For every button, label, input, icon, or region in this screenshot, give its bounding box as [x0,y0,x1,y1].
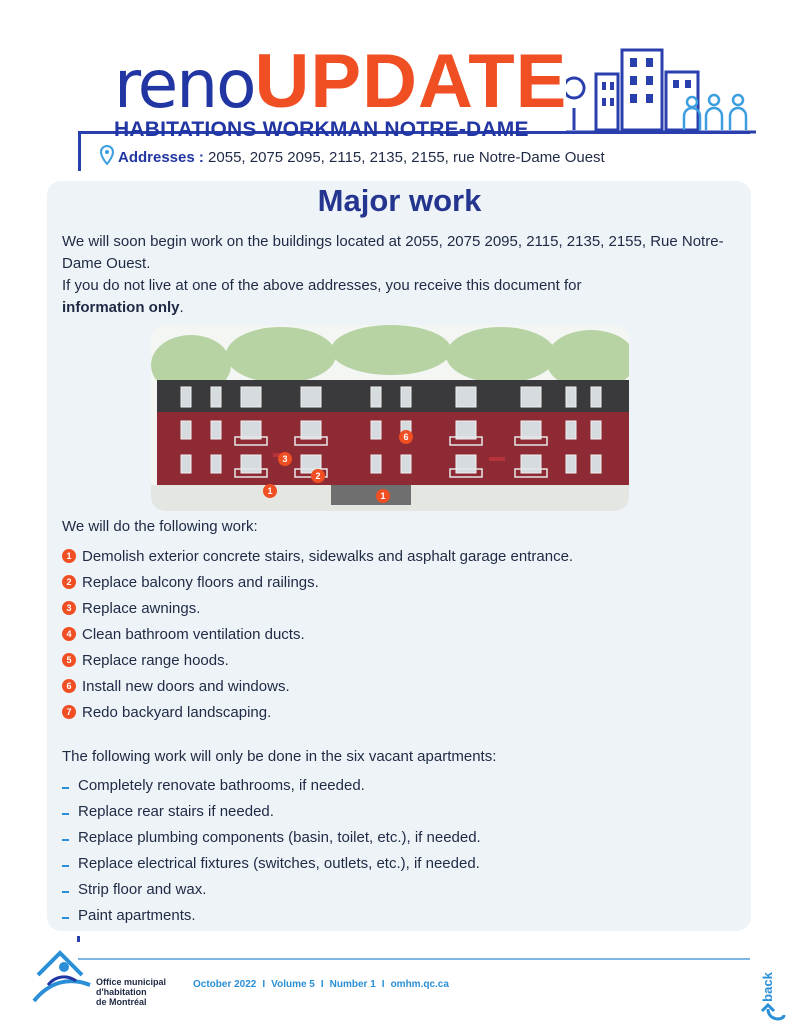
number-badge: 5 [62,653,76,667]
list-item-text: Replace balcony floors and railings. [82,573,319,591]
omhm-logo-icon [30,945,94,1007]
intro-bold: information only [62,299,180,316]
list-item [62,673,752,699]
addresses-line [100,145,605,166]
renoupdate-logo [114,38,568,124]
list-item-text: Paint apartments. [78,906,196,924]
issue-volume: Volume 5 [271,979,315,990]
number-badge: 2 [62,575,76,589]
dash-bullet-icon [62,813,69,815]
dash-bullet-icon [62,917,69,919]
org-line-1: Office municipal [96,977,167,987]
list-item-text: Replace electrical fixtures (switches, outlets, etc.), if needed. [78,854,480,872]
intro-end: . [179,299,184,316]
list-item-text: Replace range hoods. [82,651,229,669]
back-button[interactable]: back [760,972,775,1002]
issue-number: Number 1 [329,979,376,990]
marker-1b: 1 [380,491,386,501]
list-item [62,569,752,595]
addresses-label: Addresses : [118,149,204,166]
vacant-list [62,772,752,928]
brand-main: UPDATE [254,39,568,124]
building-rendering [151,325,629,511]
addresses-value: 2055, 2075 2095, 2115, 2135, 2155, rue Notre-Dame Ouest [208,149,605,166]
list-item-text: Install new doors and windows. [82,677,290,695]
location-pin-icon [100,145,114,165]
separator: I [381,979,385,990]
list-item [62,647,752,673]
marker-6: 6 [403,432,409,442]
header-rule-vertical [78,131,81,171]
city-buildings-icon [566,46,756,138]
dash-bullet-icon [62,865,69,867]
number-badge: 4 [62,627,76,641]
list-item [62,850,752,876]
work-intro: We will do the following work: [62,518,258,535]
list-item [62,621,752,647]
org-line-3: de Montréal [96,997,147,1007]
dash-bullet-icon [62,839,69,841]
page-heading: Major work [317,183,482,218]
footer-rule [78,958,750,960]
number-badge: 3 [62,601,76,615]
brand-prefix: reno [114,46,255,123]
issue-date: October 2022 [193,979,257,990]
intro-paragraph [62,231,742,319]
list-item [62,595,752,621]
list-item-text: Replace rear stairs if needed. [78,802,274,820]
list-item [62,824,752,850]
intro-line-1: We will soon begin work on the buildings located at 2055, 2075 2095, 2115, 2135, 2155, Rue Notre-Dame Ouest. [62,233,724,272]
list-item [62,876,752,902]
dash-bullet-icon [62,891,69,893]
org-name [96,977,166,1007]
dash-bullet-icon [62,787,69,789]
number-badge: 1 [62,549,76,563]
list-item [62,902,752,928]
list-item [62,699,752,725]
list-item-text: Clean bathroom ventilation ducts. [82,625,305,643]
number-badge: 7 [62,705,76,719]
marker-3: 3 [282,454,288,464]
list-item [62,798,752,824]
list-item-text: Replace plumbing components (basin, toilet, etc.), if needed. [78,828,481,846]
footer-accent [77,936,80,942]
separator: I [320,979,324,990]
intro-line-2: If you do not live at one of the above addresses, you receive this document for [62,277,582,294]
work-list [62,543,752,725]
project-title: HABITATIONS WORKMAN NOTRE-DAME [114,118,529,141]
list-item-text: Completely renovate bathrooms, if needed. [78,776,365,794]
number-badge: 6 [62,679,76,693]
list-item-text: Redo backyard landscaping. [82,703,272,721]
marker-1a: 1 [267,486,273,496]
list-item-text: Replace awnings. [82,599,201,617]
list-item-text: Strip floor and wax. [78,880,207,898]
website-link[interactable]: omhm.qc.ca [390,979,449,990]
list-item [62,543,752,569]
marker-2: 2 [315,471,321,481]
vacant-intro: The following work will only be done in the six vacant apartments: [62,748,497,765]
org-line-2: d'habitation [96,987,147,997]
separator: I [262,979,266,990]
list-item-text: Demolish exterior concrete stairs, sidewalks and asphalt garage entrance. [82,547,574,565]
list-item [62,772,752,798]
issue-info [193,979,449,990]
